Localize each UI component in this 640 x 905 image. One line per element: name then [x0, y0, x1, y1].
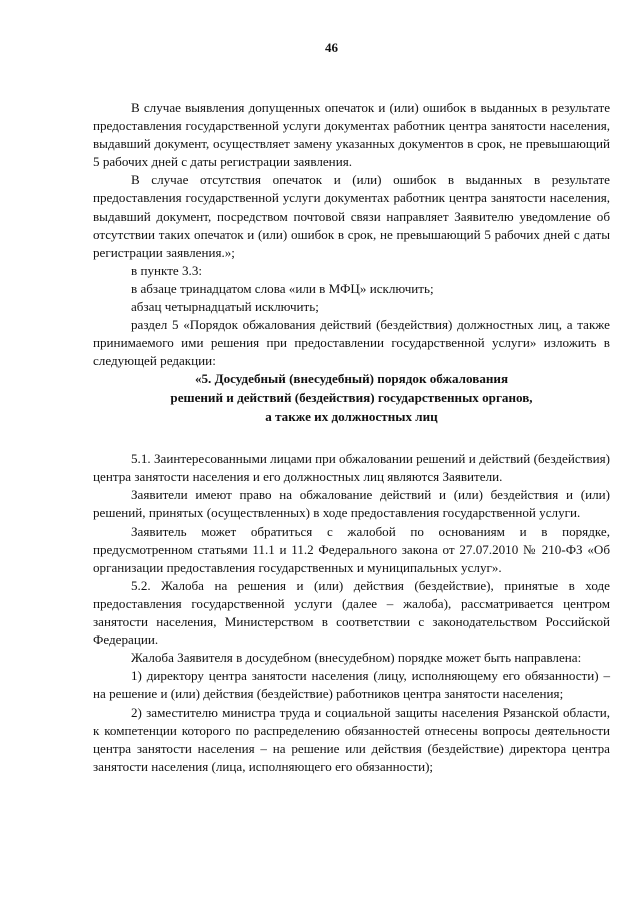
page-number: 46	[325, 40, 338, 55]
paragraph-no-errors-notice: В случае отсутствия опечаток и (или) ошибок в выданных в результате предоставления государственной услуги документах работник центра занятости населения, выдавший документ, посредством почтовой связи направляет Заявителю уведомление об отсутствии таких опечаток и (или) ошибок в срок, не превышающий 5 рабочих дней с даты регистрации заявления.»;	[93, 172, 610, 260]
list-item-1: 1) директору центра занятости населения (лицу, исполняющему его обязанности) – на решение и (или) действия (бездействие) работников центра занятости населения;	[93, 668, 610, 702]
paragraph-complaint-direction: Жалоба Заявителя в досудебном (внесудебном) порядке может быть направлена:	[131, 650, 582, 666]
list-item-2: 2) заместителю министра труда и социальной защиты населения Рязанской области, к компетенции которого по распределению обязанностей отнесены вопросы деятельности центра занятости населения – на решение или действия (бездействие) директора центра занятости населения (лица, исполняющего его обязанности);	[93, 704, 610, 774]
paragraph-appeal-grounds: Заявитель может обратиться с жалобой по основаниям и в порядке, предусмотренном статьями 11.1 и 11.2 Федерального закона от 27.07.2010 № 210-ФЗ «Об организации предоставления государственных и муниципальных услуг».	[93, 523, 610, 575]
paragraph-appeal-right: Заявители имеют право на обжалование действий и (или) бездействия и (или) решений, принятых (осуществленных) в ходе предоставления государственной услуги.	[93, 487, 610, 521]
paragraph-correction-errors: В случае выявления допущенных опечаток и (или) ошибок в выданных в результате предоставления государственной услуги документах работник центра занятости населения, выдавший документ, осуществляет замену указанных документов в срок, не превышающий 5 рабочих дней с даты регистрации заявления.	[93, 100, 610, 170]
paragraph-item-3-3: в пункте 3.3:	[131, 262, 203, 278]
paragraph-abzac-13: в абзаце тринадцатом слова «или в МФЦ» исключить;	[131, 280, 434, 296]
paragraph-5-2: 5.2. Жалоба на решения и (или) действия (бездействие), принятые в ходе предоставления государственной услуги (далее – жалоба), рассматривается центром занятости населения, Министерством в соответствии с законодательством Российской Федерации.	[93, 577, 610, 648]
paragraph-abzac-14: абзац четырнадцатый исключить;	[131, 299, 319, 315]
paragraph-5-1: 5.1. Заинтересованными лицами при обжаловании решений и действий (бездействия) центра занятости населения и его должностных лиц являются Заявители.	[93, 451, 610, 485]
heading-line-2: решений и действий (бездействия) государственных органов,	[170, 390, 533, 405]
heading-line-3: а также их должностных лиц	[265, 408, 438, 424]
section-5-heading	[93, 370, 610, 426]
heading-line-1: «5. Досудебный (внесудебный) порядок обжалования	[194, 371, 509, 387]
paragraph-section-5-intro: раздел 5 «Порядок обжалования действий (бездействия) должностных лиц, а также принимаемого ими решения при предоставлении государственной услуги» изложить в следующей редакции:	[93, 317, 610, 369]
